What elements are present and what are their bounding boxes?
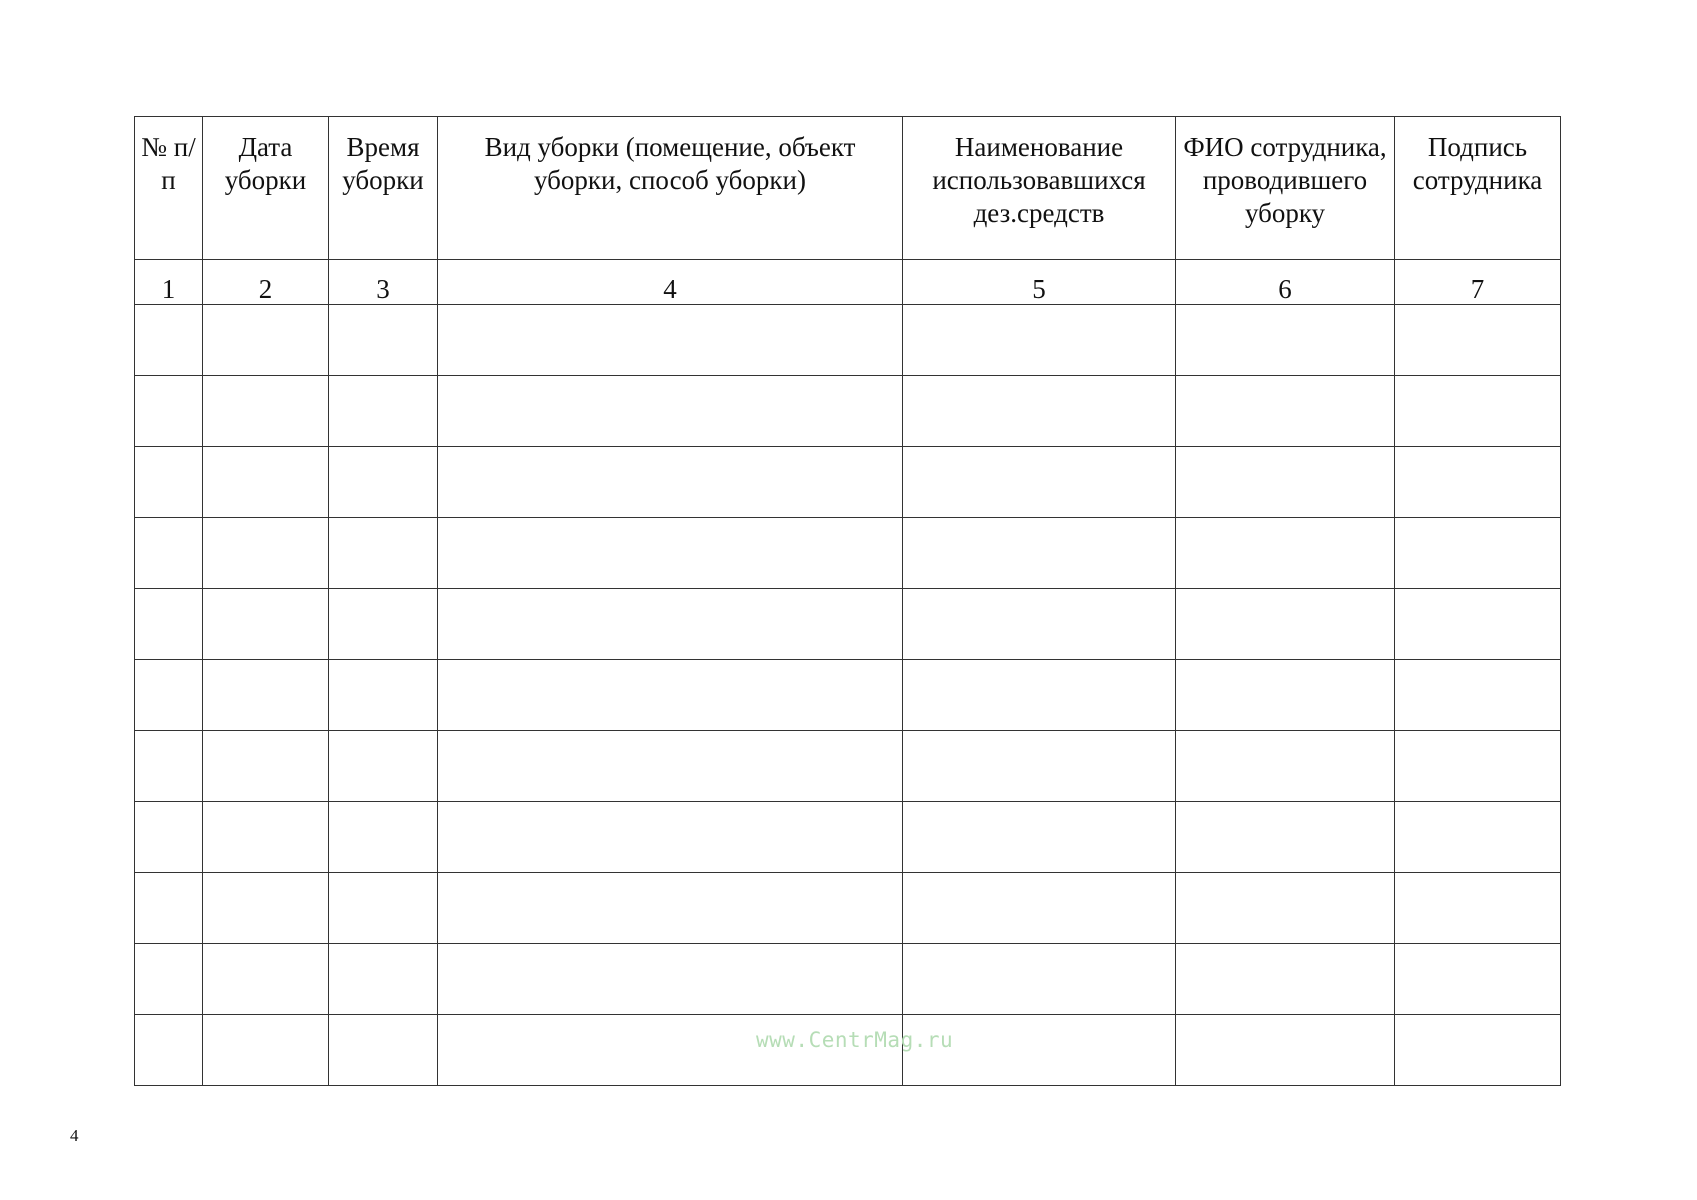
table-cell[interactable] [1395, 518, 1561, 589]
table-cell[interactable] [203, 518, 329, 589]
table-cell[interactable] [135, 731, 203, 802]
table-cell[interactable] [438, 873, 903, 944]
header-row [135, 117, 1561, 260]
table-cell[interactable] [903, 873, 1176, 944]
table-cell[interactable] [1395, 731, 1561, 802]
column-number: 6 [1176, 260, 1395, 305]
table-row [135, 447, 1561, 518]
table-row [135, 589, 1561, 660]
table-cell[interactable] [203, 589, 329, 660]
table-cell[interactable] [1176, 518, 1395, 589]
table-cell[interactable] [1395, 589, 1561, 660]
table-cell[interactable] [903, 660, 1176, 731]
header-cell-time: Время уборки [329, 117, 438, 260]
table-cell[interactable] [329, 944, 438, 1015]
table-cell[interactable] [1395, 305, 1561, 376]
column-number: 1 [135, 260, 203, 305]
header-cell-signature: Подпись сотрудника [1395, 117, 1561, 260]
table-cell[interactable] [438, 376, 903, 447]
table-cell[interactable] [135, 447, 203, 518]
table-cell[interactable] [438, 731, 903, 802]
table-cell[interactable] [329, 731, 438, 802]
table-cell[interactable] [329, 447, 438, 518]
table-cell[interactable] [203, 376, 329, 447]
table-cell[interactable] [203, 305, 329, 376]
table-cell[interactable] [1176, 660, 1395, 731]
table-cell[interactable] [1176, 944, 1395, 1015]
table-row [135, 731, 1561, 802]
table-row [135, 376, 1561, 447]
page-number: 4 [70, 1126, 79, 1145]
table-row [135, 802, 1561, 873]
table-cell[interactable] [438, 589, 903, 660]
table-cell[interactable] [438, 447, 903, 518]
table-cell[interactable] [1395, 944, 1561, 1015]
table-cell[interactable] [329, 660, 438, 731]
table-cell[interactable] [203, 447, 329, 518]
table-cell[interactable] [135, 944, 203, 1015]
table-cell[interactable] [1176, 731, 1395, 802]
table-cell[interactable] [329, 589, 438, 660]
table-cell[interactable] [438, 660, 903, 731]
table-cell[interactable] [1395, 873, 1561, 944]
table-cell[interactable] [1395, 376, 1561, 447]
table-cell[interactable] [438, 802, 903, 873]
table-cell[interactable] [1176, 447, 1395, 518]
table-cell[interactable] [903, 731, 1176, 802]
column-number: 4 [438, 260, 903, 305]
table-cell[interactable] [903, 376, 1176, 447]
table-cell[interactable] [903, 518, 1176, 589]
table-cell[interactable] [438, 944, 903, 1015]
watermark: www.CentrMag.ru [756, 1028, 954, 1052]
cleaning-log-table [134, 116, 1561, 1086]
column-number: 3 [329, 260, 438, 305]
table-row [135, 518, 1561, 589]
table-cell[interactable] [203, 731, 329, 802]
table-cell[interactable] [329, 305, 438, 376]
table-cell[interactable] [135, 589, 203, 660]
table-cell[interactable] [903, 944, 1176, 1015]
table-cell[interactable] [1395, 1015, 1561, 1086]
header-cell-employee-name: ФИО сотрудника, проводившего уборку [1176, 117, 1395, 260]
table-row [135, 660, 1561, 731]
header-cell-cleaning-type: Вид уборки (помещение, объект уборки, способ уборки) [438, 117, 903, 260]
table-cell[interactable] [135, 518, 203, 589]
table-cell[interactable] [1176, 1015, 1395, 1086]
table-cell[interactable] [135, 1015, 203, 1086]
column-number: 2 [203, 260, 329, 305]
table-row [135, 944, 1561, 1015]
table-row [135, 305, 1561, 376]
table-cell[interactable] [135, 802, 203, 873]
column-number: 7 [1395, 260, 1561, 305]
table-cell[interactable] [903, 802, 1176, 873]
table-row [135, 873, 1561, 944]
table-cell[interactable] [903, 447, 1176, 518]
table-cell[interactable] [1176, 305, 1395, 376]
header-cell-number: № п/п [135, 117, 203, 260]
table-cell[interactable] [1176, 376, 1395, 447]
table-cell[interactable] [1176, 802, 1395, 873]
table-cell[interactable] [1395, 802, 1561, 873]
table-cell[interactable] [1176, 873, 1395, 944]
table-cell[interactable] [438, 305, 903, 376]
header-cell-date: Дата уборки [203, 117, 329, 260]
column-number-row [135, 260, 1561, 305]
header-cell-disinfectants: Наименование использовавшихся дез.средств [903, 117, 1176, 260]
table-cell[interactable] [329, 802, 438, 873]
table-cell[interactable] [203, 1015, 329, 1086]
table-cell[interactable] [135, 660, 203, 731]
table-cell[interactable] [135, 305, 203, 376]
table-cell[interactable] [203, 873, 329, 944]
table-cell[interactable] [329, 1015, 438, 1086]
table-cell[interactable] [1176, 589, 1395, 660]
table-cell[interactable] [903, 305, 1176, 376]
table-cell[interactable] [1395, 447, 1561, 518]
table-cell[interactable] [203, 944, 329, 1015]
table-cell[interactable] [329, 873, 438, 944]
table-cell[interactable] [438, 518, 903, 589]
table-cell[interactable] [203, 802, 329, 873]
table-cell[interactable] [203, 660, 329, 731]
table-cell[interactable] [1395, 660, 1561, 731]
table-cell[interactable] [903, 589, 1176, 660]
table-cell[interactable] [135, 376, 203, 447]
column-number: 5 [903, 260, 1176, 305]
table-cell[interactable] [135, 873, 203, 944]
table-cell[interactable] [329, 376, 438, 447]
table-cell[interactable] [329, 518, 438, 589]
